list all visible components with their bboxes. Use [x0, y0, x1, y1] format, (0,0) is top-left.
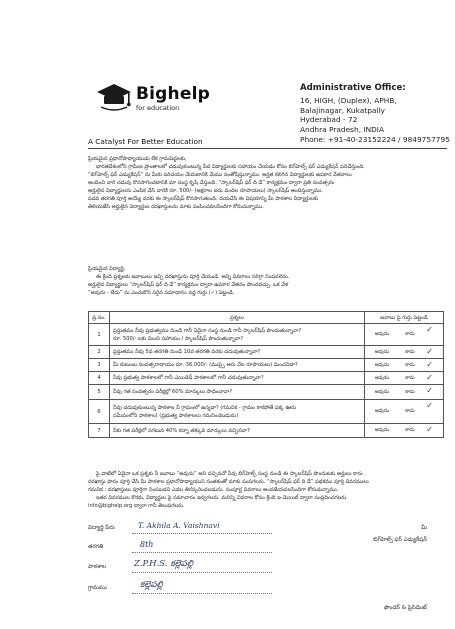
- table-row: [89, 346, 444, 359]
- student-name-underline: [132, 533, 272, 534]
- student-name-field[interactable]: T. Akhila A. Vaishnavi: [138, 521, 220, 530]
- table-header-row: [89, 312, 444, 324]
- tick-mark-icon: ✓: [426, 325, 433, 334]
- question-line: ప్రస్తుతము నీవు 5వ తరగతి నుండి 10వ తరగతి వరకు చదువుతున్నావా?: [113, 349, 261, 355]
- class-field[interactable]: 8th: [140, 540, 154, 549]
- answer-cell[interactable]: [365, 424, 444, 438]
- intro-line: భారతదేశంలోని గ్రామీణ ప్రాంతాలలో చదువుకుంటున్న పేద విద్యార్థులకు సహాయం చేయడం కోసం బిగ్‌హెల్ప్ ఫర్ ఎడ్యుకేషన్ పనిచేస్తుంది.: [96, 164, 365, 170]
- village-label: గ్రామము: [88, 585, 107, 591]
- address-line: Andhra Pradesh, INDIA: [300, 125, 385, 135]
- row-number: 6: [89, 400, 110, 424]
- row-number: 1: [89, 324, 110, 346]
- header-divider: [88, 148, 447, 149]
- phone-line: Phone: +91-40-23152224 / 9849757795: [300, 134, 450, 144]
- no-option[interactable]: కాదు: [405, 374, 415, 381]
- student-name-label: విద్యార్థి పేరు: [88, 525, 115, 531]
- yes-option[interactable]: అవును: [374, 348, 390, 355]
- footer-paragraph: [88, 470, 444, 510]
- questions-table: [88, 311, 444, 438]
- table-row: [89, 424, 444, 438]
- address-line: Hyderabad - 72: [300, 115, 358, 125]
- row-question: [110, 372, 365, 385]
- answer-cell[interactable]: [365, 359, 444, 372]
- intro-line: పదవ తరగతి పూర్తి అయ్యే వరకు ఈ స్కాలర్‌షిప్ కొనసాగుతుంది. దయచేసి ఈ విషయాన్ని మీ పాఠశాల విద్యార్థులకు: [88, 196, 319, 202]
- answer-cell[interactable]: [365, 385, 444, 400]
- signature-title: ఫౌండర్ & ప్రెసిడెంట్: [384, 605, 427, 611]
- row-question: [110, 424, 365, 438]
- table-row: [89, 324, 444, 346]
- row-question: [110, 324, 365, 346]
- student-section: [88, 265, 444, 297]
- no-option[interactable]: కాదు: [405, 361, 415, 368]
- tick-mark-icon: ✓: [426, 386, 433, 395]
- intro-paragraph: [88, 155, 444, 211]
- signature-org: బిగ్‌హెల్ప్ ఫర్ ఎడ్యుకేషన్: [373, 537, 427, 543]
- closing: మీ: [421, 525, 427, 531]
- address-line: 16, HIGH, (Duplex), APHB,: [300, 95, 397, 105]
- answer-cell[interactable]: [365, 400, 444, 424]
- row-number: 4: [89, 372, 110, 385]
- answer-cell[interactable]: [365, 324, 444, 346]
- tagline: A Catalyst For Better Education: [88, 137, 203, 146]
- bighelp-logo-icon: [95, 82, 133, 112]
- intro-line: “బిగ్‌హెల్ప్ ఫర్ ఎడ్యుకేషన్” ను మీకు పరిచయం చేయటానికి మేము సంతోషిస్తున్నాము. అర్హత కలిగిన విద్యార్థులకు ఉపకార వేతనాలు: [88, 172, 352, 178]
- no-option[interactable]: కాదు: [405, 427, 415, 433]
- brand-subtitle: for education: [136, 104, 180, 112]
- student-line: ఈ క్రింది ప్రశ్నలకు జవాబులు ఇచ్చి దరఖాస్తును పూర్తి చేయండి. అన్ని వివరాలు సరిగ్గా నింపవలెను.: [96, 274, 290, 280]
- class-label: తరగతి: [88, 544, 104, 550]
- question-line: నీకు గత పరీక్షలో సగటున 40% కన్నా తక్కువ మార్కులు వచ్చినవా?: [113, 427, 250, 434]
- school-field[interactable]: Z.P.H.S. కల్లెపల్లి: [134, 559, 193, 569]
- row-question: [110, 385, 365, 400]
- no-option[interactable]: కాదు: [405, 388, 415, 395]
- school-label: పాఠశాల: [88, 564, 106, 570]
- intro-line: అర్హులైన విద్యార్థులను ఎంపిక చేసి వారికి రూ. 500/- (అక్షరాల ఐదు వందల రూపాయలు) స్కాలర్‌షిప్ అందిస్తున్నాము.: [88, 188, 323, 194]
- tick-mark-icon: ✓: [426, 373, 433, 382]
- village-field[interactable]: కల్లెపల్లి: [140, 580, 163, 590]
- address-line: Balajinagar, Kukatpally: [300, 105, 385, 115]
- table-row: [89, 385, 444, 400]
- student-heading: ప్రియమైన విద్యార్థి,: [88, 266, 126, 272]
- tick-mark-icon: ✓: [426, 425, 433, 434]
- yes-option[interactable]: అవును: [374, 374, 390, 381]
- answer-cell[interactable]: [365, 346, 444, 359]
- footer-line: దరఖాస్తు ఫారం పూర్తి చేసి మీ పాఠశాల ప్రధానోపాధ్యాయుని సంతకంతో మాకు పంపగలరు. “స్కాలర్‌షిప్ ఫర్ ది డే” పథకము పూర్తి వివరములు: [88, 479, 369, 485]
- table-row: [89, 400, 444, 424]
- row-number: 3: [89, 359, 110, 372]
- row-number: 5: [89, 385, 110, 400]
- row-question: [110, 359, 365, 372]
- footer-line: ఇతర వివరముల కొరకు, విద్యార్థుల పై సమాచారం ఇవ్వగలరు. మరిన్ని వివరాల కోసం క్రింది ఇ-మెయిల్ ద్వారా సంప్రదించగలరు.: [96, 495, 348, 501]
- footer-line: పై వాటిలో ఏదైనా ఒక ప్రశ్నకు నీ జవాబు “అవును” అని వచ్చినచో నీవు బిగ్‌హెల్ప్ సంస్థ నుండి ఈ స్కాలర్‌షిప్ పొందుటకు అర్హులు కారు.: [96, 471, 365, 477]
- address-heading: Administrative Office:: [300, 83, 406, 93]
- table-row: [89, 359, 444, 372]
- answer-cell[interactable]: [365, 372, 444, 385]
- question-line: ప్రస్తుతము నీవు ప్రభుత్వము నుండి గానీ ఏదైనా సంస్థ నుండి గానీ స్కాలర్‌షిప్ పొందుతున్నావా?: [113, 327, 302, 334]
- student-line: అర్హులైన విద్యార్థులు “స్కాలర్‌షిప్ ఫర్ ది డే” కార్యక్రమం ద్వారా ఉపకార వేతనం పొందవచ్చు. ఒక వేళ: [88, 282, 289, 288]
- no-option[interactable]: కాదు: [405, 331, 415, 337]
- student-line: “అవును - లేదు” ను ఎంచుకొని సరైన సమాధానం వద్ద గుర్తు (✓) పెట్టండి.: [88, 290, 235, 296]
- intro-line: అందించి వారి చదువు కొనసాగించటానికి మా సంస్థ కృషి చేస్తుంది. “స్కాలర్‌షిప్ ఫర్ ది డే” కార్యక్రమం ద్వారా ప్రతి సంవత్సరం: [88, 180, 335, 186]
- question-line: నీవు గత సంవత్సరం పరీక్షల్లో 60% మార్కులు సాధించావా?: [113, 389, 233, 395]
- col-header-number: ప్ర.సం.: [89, 312, 110, 324]
- salutation: ప్రియమైన ప్రధానోపాధ్యాయుడు లేక గ్రామపెద్దలకు,: [88, 156, 187, 162]
- row-number: 7: [89, 424, 110, 438]
- village-underline: [132, 593, 272, 594]
- row-number: 2: [89, 346, 110, 359]
- table-row: [89, 372, 444, 385]
- row-question: [110, 346, 365, 359]
- yes-option[interactable]: అవును: [374, 408, 390, 414]
- yes-option[interactable]: అవును: [374, 427, 390, 433]
- question-line: సమీపంలోని పాఠశాల) (ప్రభుత్వ పాఠశాలలు గమనించబడును): [113, 412, 239, 419]
- footer-line: గమనిక : దరఖాస్తులు పూర్తిగా నింపబడని ఎడల తిరస్కరించబడును. సంపూర్ణ వివరాలు అందజేయవలసిందిగా కోరుచున్నాము.: [88, 487, 339, 493]
- question-line: నీవు ప్రభుత్వ పాఠశాలలో గానీ ఎయిడెడ్ పాఠశాలలో గానీ చదువుతున్నావా?: [113, 375, 264, 381]
- no-option[interactable]: కాదు: [405, 408, 415, 414]
- question-line: మీ కుటుంబ సంవత్సరాదాయం రూ. 36,000/- (ముప్పై ఆరు వేల రూపాయలు) మించనిదా?: [113, 362, 298, 368]
- question-line: రూ. 500/- లకు మించి సహాయం / స్కాలర్‌షిప్ పొందుతున్నావా?: [113, 335, 244, 342]
- no-option[interactable]: కాదు: [405, 348, 415, 355]
- tick-mark-icon: ✓: [426, 360, 433, 369]
- yes-option[interactable]: అవును: [374, 361, 390, 368]
- row-question: [110, 400, 365, 424]
- class-underline: [132, 552, 272, 553]
- col-header-answer: జవాబు పై గుర్తు పెట్టండి: [365, 312, 444, 324]
- tick-mark-icon: ✓: [426, 347, 433, 356]
- brand-name: Bighelp: [136, 84, 210, 104]
- question-line: నీవు చదువుకుంటున్న పాఠశాల నీ గ్రామంలో ఉన్నదా? (గమనిక - గ్రామం కాకపోతే పక్క ఊరు: [113, 404, 297, 411]
- yes-option[interactable]: అవును: [374, 331, 390, 337]
- yes-option[interactable]: అవును: [374, 388, 390, 395]
- col-header-question: ప్రశ్నలు: [110, 312, 365, 324]
- address-block: [300, 84, 450, 145]
- intro-line: తెలియజేసి అర్హులైన విద్యార్థుల దరఖాస్తులను మాకు పంపించవలసిందిగా కోరుచున్నాము.: [88, 204, 264, 210]
- school-underline: [132, 572, 272, 573]
- tick-mark-icon: ✓: [426, 401, 433, 410]
- footer-line: info@bighelp.org ద్వారా గానీ తెలుపగలరు.: [88, 503, 185, 509]
